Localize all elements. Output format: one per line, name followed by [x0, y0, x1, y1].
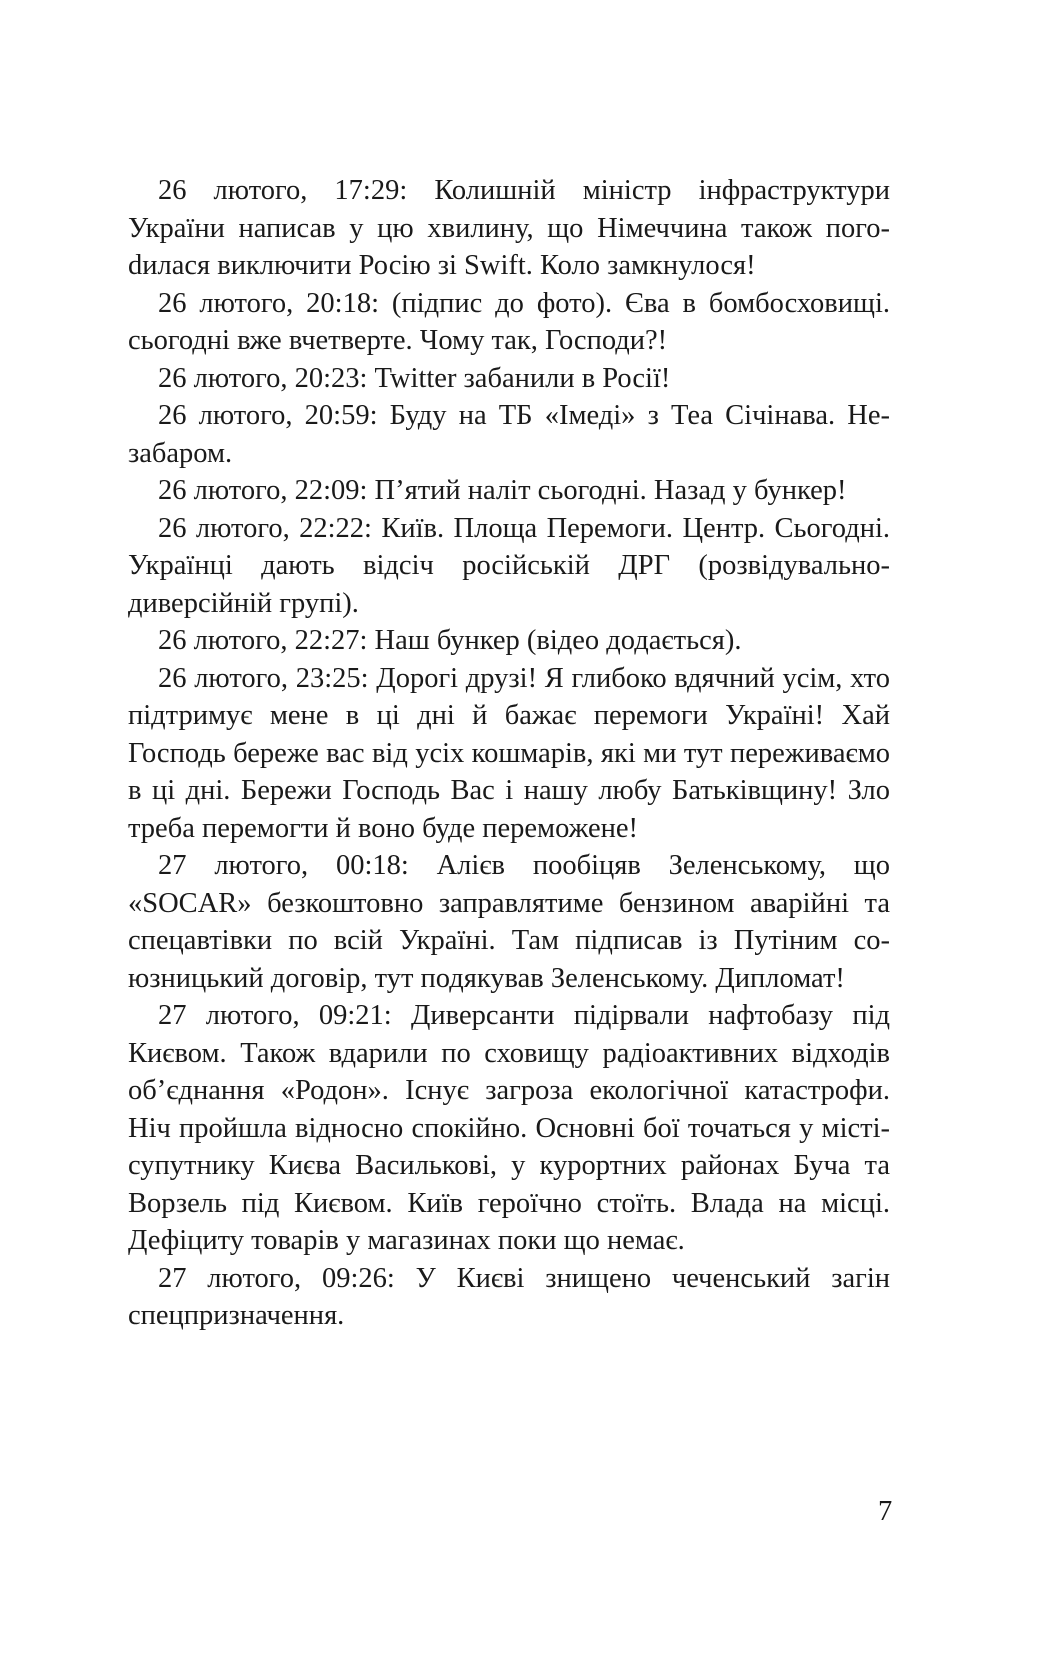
page-number: 7 — [878, 1496, 893, 1527]
entry-paragraph: 26 лютого, 22:09: П’ятий наліт сьогодні. Назад у бункер! — [158, 475, 847, 506]
entry-paragraph: 27 лютого, 00:18: Алієв пообіцяв Зеленському, що «SOCAR» безкоштовно заправлятиме бензином аварійні та спецавтівки по всій Україні. Там підписав із Путіним союзницький договір, тут подякував Зеленському. Дипломат! — [128, 850, 890, 994]
entry-paragraph: 26 лютого, 22:27: Наш бункер (відео додається). — [158, 625, 742, 656]
entry-paragraph: 26 лютого, 20:18: (підпис до фото). Єва в бомбосховищі. сьогодні вже вчетверте. Чому так, Господи?! — [128, 287, 890, 356]
entry-paragraph: 26 лютого, 23:25: Дорогі друзі! Я глибоко вдячний усім, хто підтримує мене в ці дні й бажає перемоги Україні! Хай Господь береже вас від усіх кошмарів, які ми тут переживаємо в ці дні. Бережи Господь Вас і нашу любу Батьківщину! Зло треба перемогти й воно буде переможене! — [128, 662, 890, 844]
entry-paragraph: 26 лютого, 20:23: Twitter забанили в Росії! — [158, 362, 671, 394]
entry-paragraph: 27 лютого, 09:21: Диверсанти підірвали нафтобазу під Києвом. Також вдарили по сховищу радіоактивних відходів об’єднання «Родон». Існує загроза екологічної катастрофи. Ніч пройшла відносно спокійно. Основні бої точаться у місті-супутнику Києва Василькові, у курортних районах Буча та Ворзель під Києвом. Київ героїчно стоїть. Влада на місці. Дефіциту товарів у магазинах поки що немає. — [128, 1000, 890, 1256]
entry-paragraph: 27 лютого, 09:26: У Києві знищено чеченський загін спецпризначення. — [128, 1262, 890, 1331]
entry-paragraph: 26 лютого, 22:22: Київ. Площа Перемоги. Центр. Сьогодні. Українці дають відсіч російській ДРГ (розвідувально-диверсійній групі). — [128, 512, 890, 619]
entry-paragraph: 26 лютого, 17:29: Колишній міністр інфраструктури України написав у цю хвилину, що Німеччина також погоdилася виключити Росію зі Swift. Коло замкнулося! — [128, 175, 890, 281]
main-text — [128, 172, 890, 1335]
entry-paragraph: 26 лютого, 20:59: Буду на ТБ «Імеді» з Теа Січінава. Незабаром. — [128, 400, 890, 469]
